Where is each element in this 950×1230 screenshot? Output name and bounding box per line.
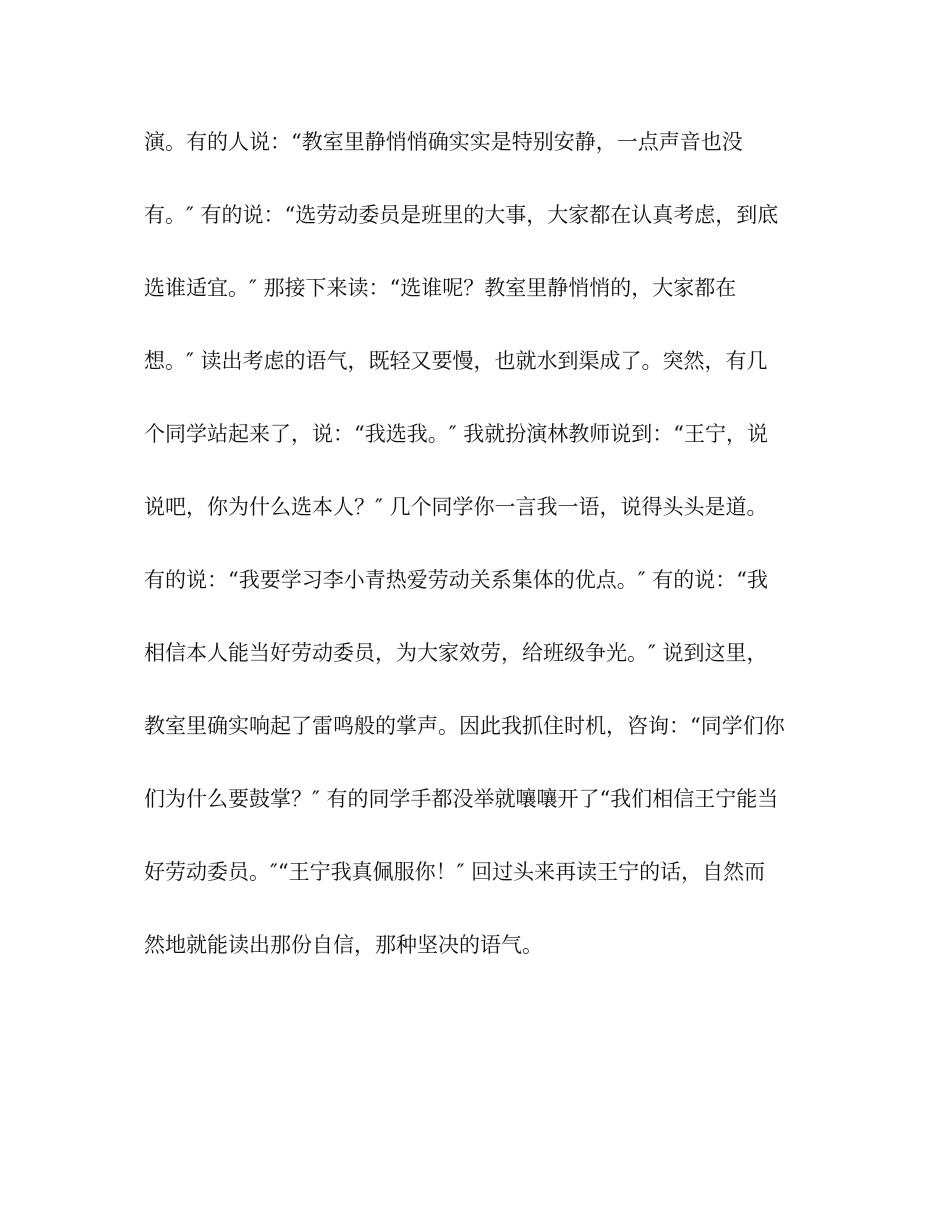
text-line: 演。有的人说：“教室里静悄悄确实实是特别安静，一点声音也没 — [144, 130, 743, 154]
text-line: 然地就能读出那份自信，那种坚决的语气。 — [144, 933, 543, 957]
text-line: 有的说：“我要学习李小青热爱劳动关系集体的优点。″ 有的说：“我 — [144, 568, 768, 592]
text-line: 有。″ 有的说：“选劳动委员是班里的大事，大家都在认真考虑，到底 — [144, 203, 779, 227]
text-line: 想。″ 读出考虑的语气，既轻又要慢，也就水到渠成了。突然，有几 — [144, 349, 768, 373]
text-line: 好劳动委员。″“王宁我真佩服你！″ 回过头来再读王宁的话，自然而 — [144, 860, 766, 884]
body-paragraph — [144, 124, 824, 1000]
text-line: 个同学站起来了，说：“我选我。″ 我就扮演林教师说到：“王宁，说 — [144, 422, 768, 446]
text-line: 教室里确实响起了雷鸣般的掌声。因此我抓住时机，咨询：“同学们你 — [144, 714, 785, 738]
text-line: 们为什么要鼓掌？″ 有的同学手都没举就嚷嚷开了“我们相信王宁能当 — [144, 787, 779, 811]
text-line: 说吧，你为什么选本人？″ 几个同学你一言我一语，说得头头是道。 — [144, 495, 768, 519]
text-line: 相信本人能当好劳动委员，为大家效劳，给班级争光。″ 说到这里， — [144, 641, 768, 665]
text-line: 选谁适宜。″ 那接下来读：“选谁呢？教室里静悄悄的，大家都在 — [144, 276, 737, 300]
